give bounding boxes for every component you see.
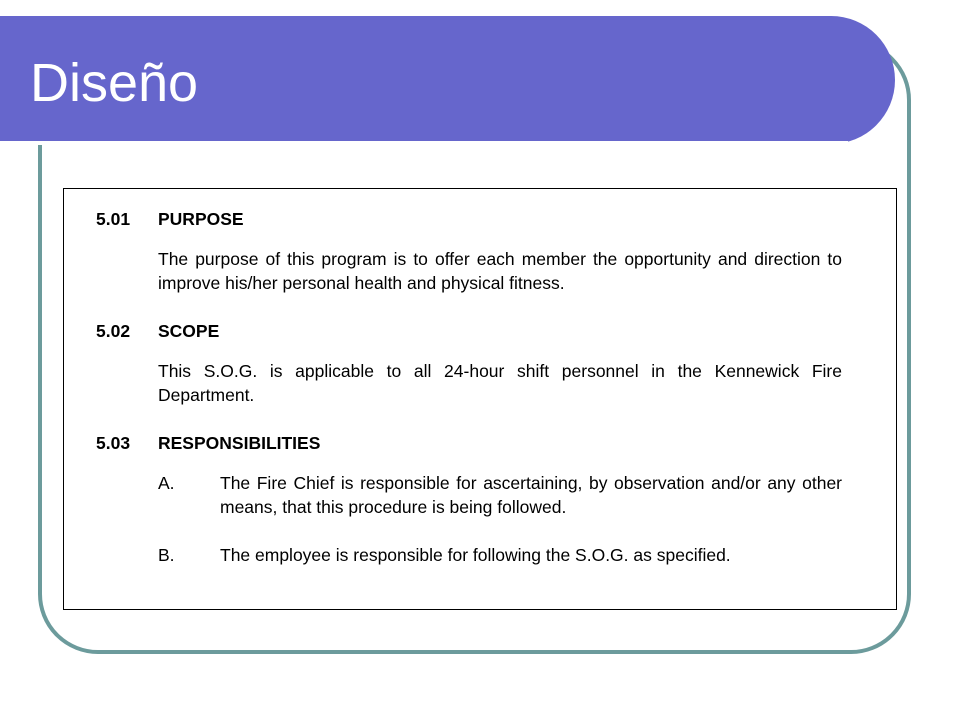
section-heading-scope [96,319,842,343]
item-text: The employee is responsible for following the S.O.G. as specified. [220,545,731,565]
section-heading-purpose [96,207,842,231]
section-number: 5.02 [96,321,131,341]
section-number: 5.01 [96,209,131,229]
section-title: PURPOSE [158,209,244,229]
responsibility-item-a [158,471,842,519]
title-underline [0,141,848,145]
item-letter: A. [158,473,175,493]
document-excerpt [63,188,897,610]
responsibility-item-b [158,543,842,567]
document-content [96,207,842,591]
slide-title: Diseño [30,53,199,113]
item-letter: B. [158,545,175,565]
section-number: 5.03 [96,433,131,453]
section-body-scope: This S.O.G. is applicable to all 24-hour shift personnel in the Kennewick Fire Department. [158,361,842,405]
title-bar [0,16,895,144]
section-heading-responsibilities [96,431,842,455]
section-title: SCOPE [158,321,220,341]
section-title: RESPONSIBILITIES [158,433,321,453]
item-text: The Fire Chief is responsible for ascertaining, by observation and/or any other means, that this procedure is being followed. [220,473,842,517]
section-body-purpose: The purpose of this program is to offer each member the opportunity and direction to improve his/her personal health and physical fitness. [158,249,842,293]
